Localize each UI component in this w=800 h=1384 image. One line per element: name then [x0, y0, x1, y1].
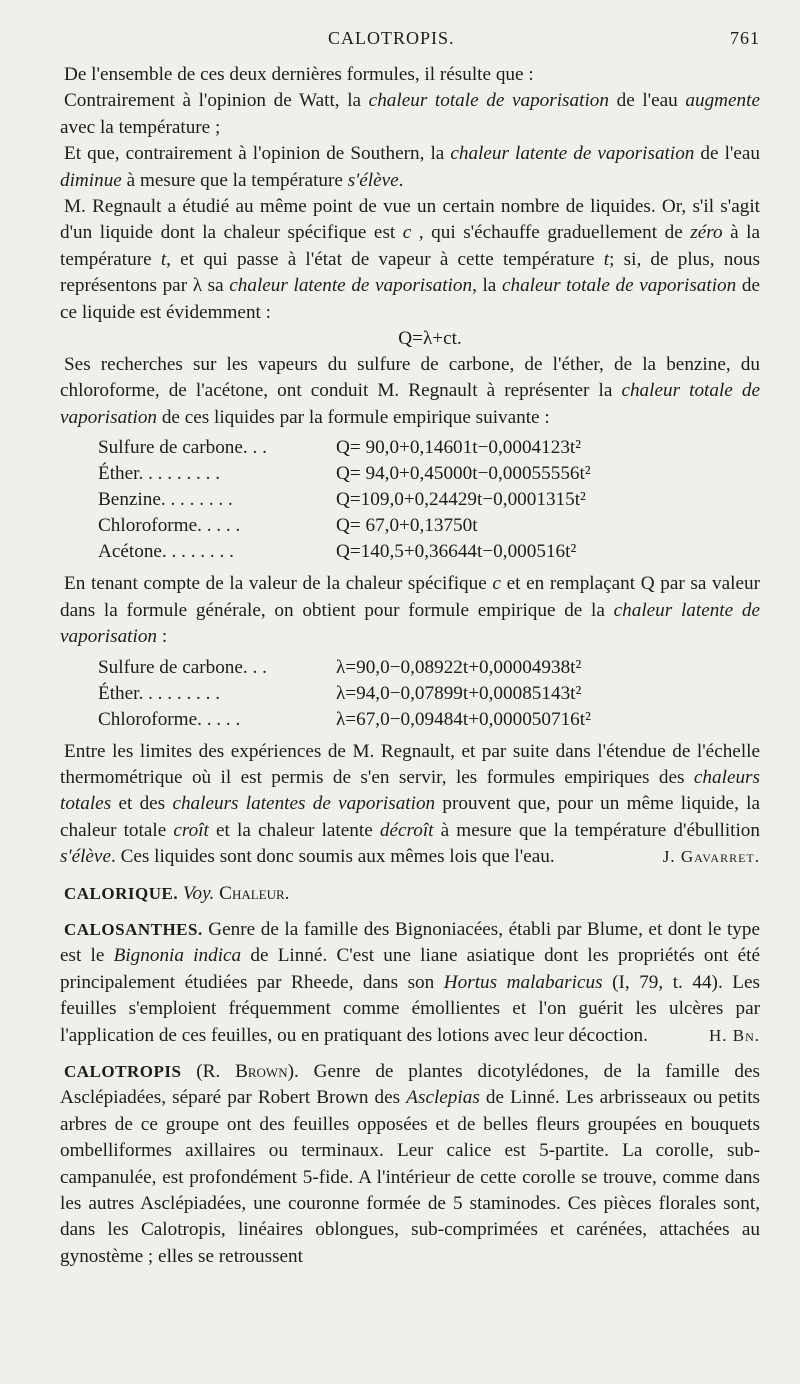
table-row: Benzine. . . . . . . . Q=109,0+0,24429t−0,0001315t² [98, 489, 586, 511]
paragraph-recherches: Ses recherches sur les vapeurs du sulfure de carbone, de l'éther, de la benzine, du chloroforme, de l'acétone, ont conduit M. Regnault à représenter la chaleur totale de vaporisation de ces liquides par la formule empirique suivante : [60, 354, 761, 428]
table-row: Éther. . . . . . . . . Q= 94,0+0,45000t−0,00055556t² [98, 463, 591, 485]
formula-q: Q=λ+ct. [398, 328, 462, 350]
entry-calotropis: CALOTROPIS (R. Brown). Genre de plantes dicotylédones, de la famille des Asclépiadées, séparé par Robert Brown des Asclepias de Linné. Les arbrisseaux ou petits arbres de ce groupe ont des feuilles opposées et de belles fleurs groupées en bouquets ombelliformes axillaires ou terminaux. Leur calice est 5-partite. La corolle, sub-campanulée, est profondément 5-fide. A l'intérieur de cette corolle se trouve, comme dans les autres Asclépiadées, une couronne formée de 5 staminodes. Ces pièces florales sont, dans les Calotropis, linéaires oblongues, sub-comprimées et carénées, attachées au gynostème ; elles se retroussent [60, 1060, 761, 1267]
page-number: 761 [730, 28, 760, 48]
table-row: Acétone. . . . . . . . Q=140,5+0,36644t−0,000516t² [98, 541, 577, 563]
table-row: Éther. . . . . . . . . λ=94,0−0,07899t+0,00085143t² [98, 682, 582, 704]
table-row: Sulfure de carbone. . . λ=90,0−0,08922t+0,00004938t² [98, 656, 582, 678]
table-row: Sulfure de carbone. . . Q= 90,0+0,14601t−0,0004123t² [98, 437, 582, 459]
entry-calorique: CALORIQUE. Voy. Chaleur. [64, 882, 290, 904]
author-signature: J. Gavarret. [662, 847, 760, 867]
table-row: Chloroforme. . . . . Q= 67,0+0,13750t [98, 515, 478, 537]
paragraph-regnault: M. Regnault a étudié au même point de vue un certain nombre de liquides. Or, s'il s'agit d'un liquide dont la chaleur spécifique est c , qui s'échauffe graduellement de zéro à la température t, et qui passe à l'état de vapeur à cette température t; si, de plus, nous représentons par λ sa chaleur latente de vaporisation, la chaleur totale de vaporisation de ce liquide est évidemment : [60, 196, 760, 323]
entry-headword: CALOSANTHES. [64, 919, 203, 939]
entry-calosanthes: CALOSANTHES. Genre de la famille des Bignoniacées, établi par Blume, et dont le type est le Bignonia indica de Linné. C'est une liane asiatique dont les propriétés ont été principalement étudiées par Rheede, dans son Hortus malabaricus (I, 79, t. 44). Les feuilles s'emploient fréquemment comme émollientes et l'on guérit les ulcères par l'application de ces feuilles, ou en pratiquant des lotions avec leur décoction. H. Bn. [60, 917, 760, 1049]
paragraph-conclusion: Entre les limites des expériences de M. Regnault, et par suite dans l'étendue de l'échelle thermométrique où il est permis de s'en servir, les formules empiriques des chaleurs totales et des chaleurs latentes de vaporisation prouvent que, pour un même liquide, la chaleur totale croît et la chaleur latente décroît à mesure que la température d'ébullition s'élève. Ces liquides sont donc soumis aux mêmes lois que l'eau. J. Gavarret. [60, 739, 760, 871]
paragraph-watt: Contrairement à l'opinion de Watt, la chaleur totale de vaporisation de l'eau augmente avec la température ; [60, 90, 760, 138]
running-title: CALOTROPIS. [328, 28, 455, 48]
paragraph-tenant-compte: En tenant compte de la valeur de la chaleur spécifique c et en remplaçant Q par sa valeur dans la formule générale, on obtient pour formule empirique de la chaleur latente de vaporisation : [60, 573, 760, 648]
entry-headword: CALOTROPIS [64, 1061, 182, 1081]
table-total-heat [98, 435, 760, 565]
page-header [60, 28, 760, 62]
table-row: Chloroforme. . . . . λ=67,0−0,09484t+0,000050716t² [98, 708, 591, 730]
paragraph-southern: Et que, contrairement à l'opinion de Southern, la chaleur latente de vaporisation de l'eau diminue à mesure que la température s'élève. [60, 143, 760, 191]
entry-headword: CALORIQUE. [64, 883, 179, 903]
paragraph-intro: De l'ensemble de ces deux dernières formules, il résulte que : [64, 64, 534, 85]
table-latent-heat [98, 655, 760, 733]
author-signature: H. Bn. [708, 1025, 760, 1045]
